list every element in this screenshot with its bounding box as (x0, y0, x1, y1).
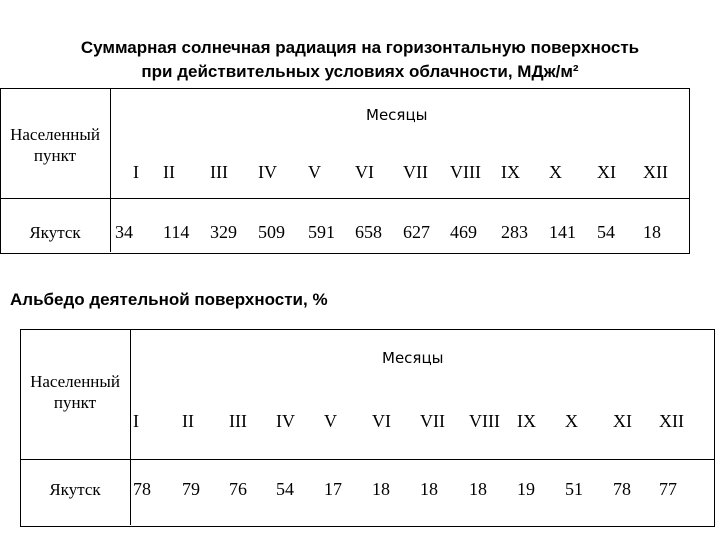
month-cell-0: I (133, 411, 139, 431)
month-cell-10: XI (613, 411, 632, 431)
value-cell-1: 114 (163, 222, 190, 242)
value-cell-1: 79 (182, 479, 200, 499)
value-cell-4: 591 (308, 222, 335, 242)
month-cell-3: IV (258, 162, 277, 182)
month-cell-6: VII (403, 162, 428, 182)
value-cell-9: 51 (565, 479, 583, 499)
value-cell-7: 18 (469, 479, 487, 499)
value-cell-11: 18 (643, 222, 661, 242)
month-cell-4: V (308, 162, 321, 182)
row-divider (0, 198, 690, 199)
value-cell-3: 54 (276, 479, 294, 499)
value-cell-6: 627 (403, 222, 430, 242)
column-divider (110, 88, 111, 252)
month-cell-5: VI (355, 162, 374, 182)
settlement-header (2, 124, 108, 166)
month-cell-10: XI (597, 162, 616, 182)
value-cell-7: 469 (450, 222, 477, 242)
settlement-header-line-2: пункт (33, 146, 77, 165)
month-cell-2: III (210, 162, 228, 182)
month-cell-8: IX (501, 162, 520, 182)
settlement-header-line-2: пункт (53, 393, 97, 412)
month-cell-7: VIII (450, 162, 481, 182)
page-title (0, 36, 720, 84)
solar-radiation-table (0, 88, 690, 254)
value-cell-5: 658 (355, 222, 382, 242)
value-cell-3: 509 (258, 222, 285, 242)
month-cell-1: II (163, 162, 175, 182)
row-label-yakutsk: Якутск (29, 223, 81, 242)
months-header: Месяцы (366, 106, 428, 124)
value-cell-2: 329 (210, 222, 237, 242)
month-cell-1: II (182, 411, 194, 431)
month-cell-7: VIII (469, 411, 500, 431)
month-cell-9: X (565, 411, 578, 431)
row-label-yakutsk: Якутск (49, 480, 101, 499)
value-cell-8: 19 (517, 479, 535, 499)
month-cell-11: XII (659, 411, 684, 431)
value-cell-5: 18 (372, 479, 390, 499)
value-cell-9: 141 (549, 222, 576, 242)
month-cell-8: IX (517, 411, 536, 431)
month-cell-5: VI (372, 411, 391, 431)
month-cell-4: V (324, 411, 337, 431)
value-cell-2: 76 (229, 479, 247, 499)
month-cell-0: I (133, 162, 139, 182)
title-line-2: при действительных условиях облачности, МДж/м² (141, 62, 579, 81)
value-cell-11: 77 (659, 479, 677, 499)
month-cell-6: VII (420, 411, 445, 431)
value-cell-10: 54 (597, 222, 615, 242)
month-cell-9: X (549, 162, 562, 182)
value-cell-0: 78 (133, 479, 151, 499)
column-divider (130, 329, 131, 525)
value-cell-10: 78 (613, 479, 631, 499)
value-cell-6: 18 (420, 479, 438, 499)
month-cell-2: III (229, 411, 247, 431)
albedo-title: Альбедо деятельной поверхности, % (10, 290, 328, 309)
settlement-header-line-1: Населенный (30, 372, 120, 391)
month-cell-3: IV (276, 411, 295, 431)
title-line-1: Суммарная солнечная радиация на горизонтальную поверхность (80, 38, 640, 57)
settlement-header-line-1: Населенный (10, 125, 100, 144)
value-cell-0: 34 (115, 222, 133, 242)
months-header: Месяцы (382, 349, 444, 367)
settlement-header (20, 371, 130, 413)
albedo-table (20, 329, 715, 527)
row-divider (20, 459, 715, 460)
value-cell-4: 17 (324, 479, 342, 499)
month-cell-11: XII (643, 162, 668, 182)
value-cell-8: 283 (501, 222, 528, 242)
